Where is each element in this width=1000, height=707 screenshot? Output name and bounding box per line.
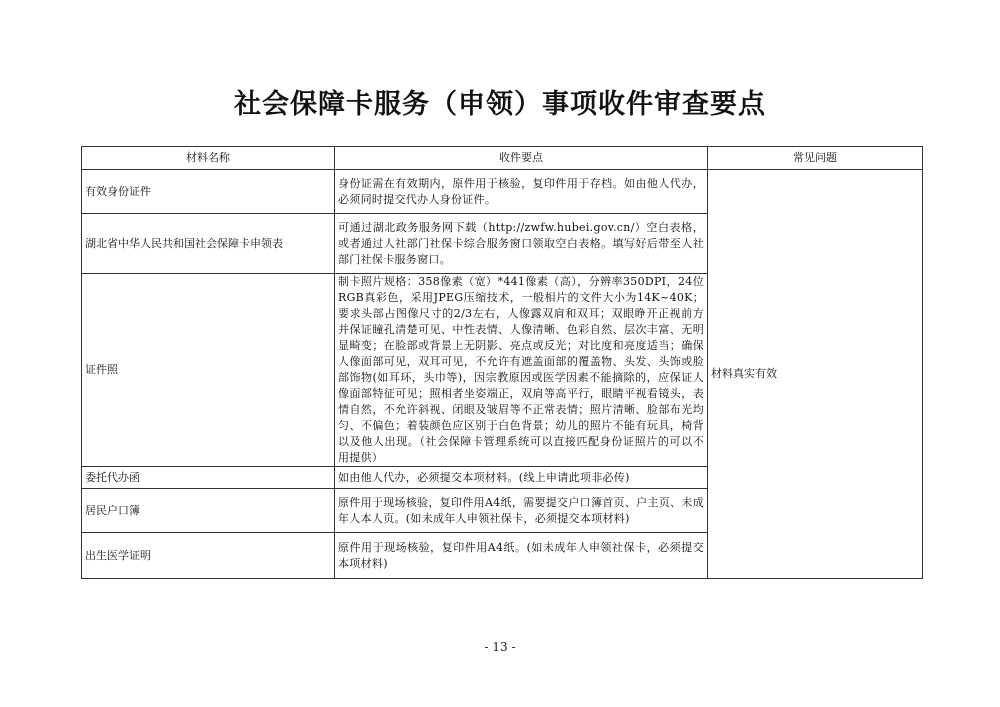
material-name: 居民户口簿 <box>82 489 335 533</box>
review-points: 原件用于现场核验，复印件用A4纸。(如未成年人申领社保卡，必须提交本项材料) <box>335 533 708 579</box>
material-name: 证件照 <box>82 274 335 467</box>
header-material-name: 材料名称 <box>82 147 335 170</box>
review-points: 身份证需在有效期内，原件用于核验，复印件用于存档。如由他人代办，必须同时提交代办人身份证件。 <box>335 170 708 214</box>
review-points: 如由他人代办，必须提交本项材料。(线上申请此项非必传) <box>335 467 708 489</box>
table-row <box>82 170 923 214</box>
header-review-points: 收件要点 <box>335 147 708 170</box>
review-points: 制卡照片规格：358像素（宽）*441像素（高），分辨率350DPI，24位RGB真彩色，采用JPEG压缩技术，一般相片的文件大小为14K~40K；要求头部占图像尺寸的2/3左右，人像露双肩和双耳；双眼睁开正视前方并保证瞳孔清楚可见、中性表情、人像清晰、色彩自然、层次丰富、无明显畸变；在脸部或背景上无阴影、亮点或反光；对比度和亮度适当；确保人像面部可见，双耳可见，不允许有遮盖面部的覆盖物、头发、头饰或脸部饰物(如耳环，头巾等)，因宗教原因或医学因素不能摘除的，应保证人像面部特征可见；照相者坐姿端正，双肩等高平行，眼睛平视看镜头，表情自然，不允许斜视、闭眼及皱眉等不正常表情；照片清晰、脸部布光均匀、不偏色；着装颜色应区别于白色背景；幼儿的照片不能有玩具，椅背以及他人出现。（社会保障卡管理系统可以直接匹配身份证照片的可以不用提供） <box>335 274 708 467</box>
document-title: 社会保障卡服务（申领）事项收件审查要点 <box>234 89 766 120</box>
review-points: 可通过湖北政务服务网下载（http://zwfw.hubei.gov.cn/）空白表格，或者通过人社部门社保卡综合服务窗口领取空白表格。填写好后带至人社部门社保卡服务窗口。 <box>335 214 708 274</box>
material-name: 有效身份证件 <box>82 170 335 214</box>
review-points-table <box>81 146 923 579</box>
table-header-row <box>82 147 923 170</box>
page-number: - 13 - <box>484 640 516 654</box>
review-points: 原件用于现场核验，复印件用A4纸，需要提交户口簿首页、户主页、未成年人本人页。(如未成年人申领社保卡，必须提交本项材料) <box>335 489 708 533</box>
common-issue-cell: 材料真实有效 <box>708 170 923 579</box>
header-common-issues: 常见问题 <box>708 147 923 170</box>
material-name: 委托代办函 <box>82 467 335 489</box>
material-name: 湖北省中华人民共和国社会保障卡申领表 <box>82 214 335 274</box>
material-name: 出生医学证明 <box>82 533 335 579</box>
